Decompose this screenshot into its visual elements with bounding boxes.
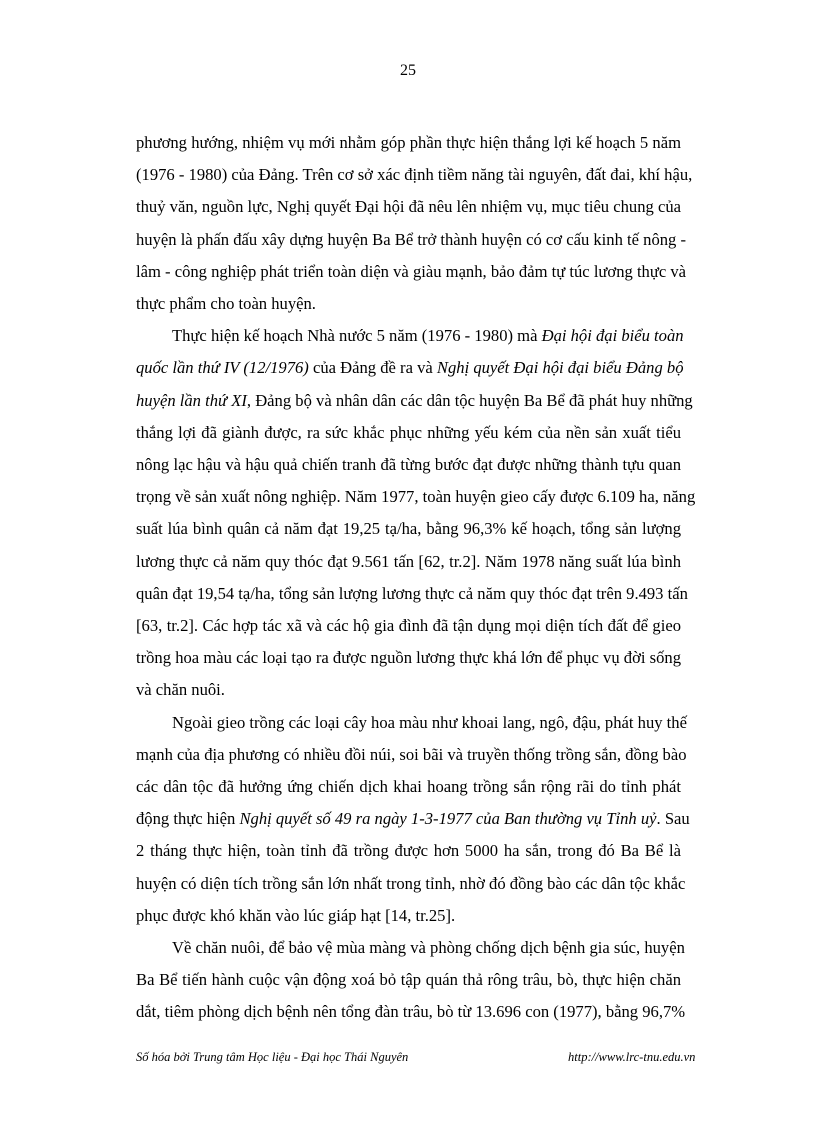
text-line: Ba Bể tiến hành cuộc vận động xoá bỏ tập quán thả rông trâu, bò, thực hiện chăn xyxy=(136,970,681,990)
text-line: [63, tr.2]. Các hợp tác xã và các hộ gia đình đã tận dụng mọi diện tích đất để gieo xyxy=(136,616,681,636)
text-line xyxy=(136,320,684,352)
text-line xyxy=(136,385,693,417)
text-run: động thực hiện xyxy=(136,809,240,829)
text-line: các dân tộc đã hưởng ứng chiến dịch khai hoang trồng sắn rộng rãi do tỉnh phát xyxy=(136,777,681,797)
body-text xyxy=(136,127,696,1029)
text-line: lâm - công nghiệp phát triển toàn diện và giàu mạnh, bảo đảm tự túc lương thực và xyxy=(136,261,687,281)
text-run: Thực hiện kế hoạch Nhà nước 5 năm (1976 - 1980) mà xyxy=(172,326,542,346)
text-line: phương hướng, nhiệm vụ mới nhằm góp phần thực hiện thắng lợi kế hoạch 5 năm xyxy=(136,133,681,152)
text-line: thắng lợi đã giành được, ra sức khắc phục những yếu kém của nền sản xuất tiểu xyxy=(136,422,681,442)
text-line: phục được khó khăn vào lúc giáp hạt [14, tr.25]. xyxy=(136,905,456,925)
text-run: . Sau xyxy=(656,809,690,829)
text-line: (1976 - 1980) của Đảng. Trên cơ sở xác định tiềm năng tài nguyên, đất đai, khí hậu, xyxy=(136,165,693,185)
italic-run: Nghị quyết Đại hội đại biểu Đảng bộ xyxy=(436,358,684,378)
text-line: quân đạt 19,54 tạ/ha, tổng sản lượng lương thực cả năm quy thóc đạt trên 9.493 tấn xyxy=(136,583,688,603)
text-line xyxy=(136,803,690,835)
text-line: thực phẩm cho toàn huyện. xyxy=(136,294,316,314)
italic-run: Đại hội đại biểu toàn xyxy=(541,326,684,346)
text-run: , Đảng bộ và nhân dân các dân tộc huyện Ba Bể đã phát huy những xyxy=(246,390,693,410)
text-line: huyện là phấn đấu xây dựng huyện Ba Bể trở thành huyện có cơ cấu kinh tế nông - xyxy=(136,229,687,249)
text-line xyxy=(136,352,684,384)
text-line: mạnh của địa phương có nhiều đồi núi, soi bãi và truyền thống trồng sắn, đồng bào xyxy=(136,744,687,764)
text-run: của Đảng đề ra và xyxy=(308,358,437,378)
text-line: suất lúa bình quân cả năm đạt 19,25 tạ/ha, bằng 96,3% kế hoạch, tổng sản lượng xyxy=(136,519,681,539)
text-line: nông lạc hậu và hậu quả chiến tranh đã từng bước đạt được những thành tựu quan xyxy=(136,455,681,475)
text-line: Về chăn nuôi, để bảo vệ mùa màng và phòng chống dịch bệnh gia súc, huyện xyxy=(172,938,685,958)
page-number: 25 xyxy=(400,62,416,79)
italic-run: quốc lần thứ IV (12/1976) xyxy=(136,358,309,378)
text-line: Ngoài gieo trồng các loại cây hoa màu như khoai lang, ngô, đậu, phát huy thế xyxy=(172,712,687,732)
text-line: thuỷ văn, nguồn lực, Nghị quyết Đại hội đã nêu lên nhiệm vụ, mục tiêu chung của xyxy=(136,197,681,217)
text-line: lương thực cả năm quy thóc đạt 9.561 tấn [62, tr.2]. Năm 1978 năng suất lúa bình xyxy=(136,551,681,571)
footer-source: Số hóa bởi Trung tâm Học liệu - Đại học Thái Nguyên xyxy=(136,1050,409,1064)
text-line: trọng về sản xuất nông nghiệp. Năm 1977, toàn huyện gieo cấy được 6.109 ha, năng xyxy=(136,487,696,507)
text-line: trồng hoa màu các loại tạo ra được nguồn lương thực khá lớn để phục vụ đời sống xyxy=(136,648,681,668)
text-line: dắt, tiêm phòng dịch bệnh nên tổng đàn trâu, bò từ 13.696 con (1977), bằng 96,7% xyxy=(136,1002,686,1022)
text-line: 2 tháng thực hiện, toàn tỉnh đã trồng được hơn 5000 ha sắn, trong đó Ba Bể là xyxy=(136,841,681,861)
italic-run: Nghị quyết số 49 ra ngày 1-3-1977 của Ban thường vụ Tỉnh uỷ xyxy=(239,809,657,829)
italic-run: huyện lần thứ XI xyxy=(136,390,247,410)
text-line: huyện có diện tích trồng sắn lớn nhất trong tỉnh, nhờ đó đồng bào các dân tộc khắc xyxy=(136,873,686,893)
footer-url: http://www.lrc-tnu.edu.vn xyxy=(568,1050,696,1064)
text-line: và chăn nuôi. xyxy=(136,680,225,700)
